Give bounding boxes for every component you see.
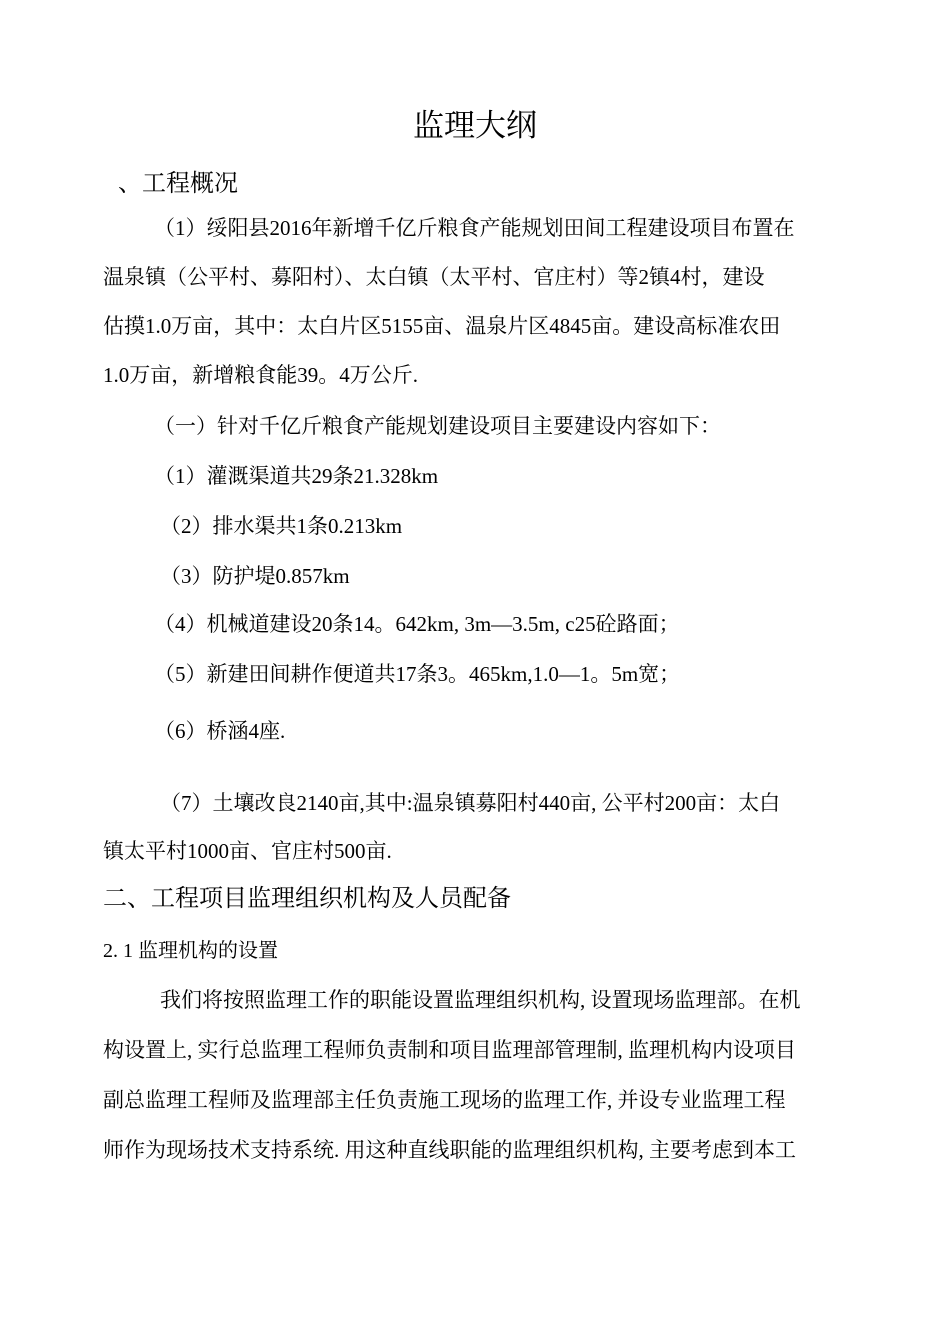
list-item: （5）新建田间耕作便道共17条3。465km,1.0—1。5m宽； bbox=[154, 662, 681, 686]
paragraph-line: 副总监理工程师及监理部主任负责施工现场的监理工作, 并设专业监理工程 bbox=[103, 1088, 786, 1112]
overview-line: 1.0万亩，新增粮食能39。4万公斤. bbox=[103, 363, 418, 387]
list-item: （1）灌溉渠道共29条21.328km bbox=[154, 464, 439, 488]
document-title: 监理大纲 bbox=[413, 108, 537, 143]
list-item: （4）机械道建设20条14。642km, 3m—3.5m, c25砼路面； bbox=[154, 612, 680, 636]
list-item: （6）桥涵4座. bbox=[154, 719, 286, 743]
paragraph-line: 构设置上, 实行总监理工程师负责制和项目监理部管理制, 监理机构内设项目 bbox=[103, 1038, 796, 1062]
content-intro: （一）针对千亿斤粮食产能规划建设项目主要建设内容如下： bbox=[154, 414, 721, 438]
section-1-heading: 、工程概况 bbox=[118, 171, 238, 197]
paragraph-line: 我们将按照监理工作的职能设置监理组织机构, 设置现场监理部。在机 bbox=[160, 988, 801, 1012]
overview-line: 温泉镇（公平村、募阳村）、太白镇（太平村、官庄村）等2镇4村，建设 bbox=[103, 265, 765, 289]
section-2-heading: 二、工程项目监理组织机构及人员配备 bbox=[103, 886, 511, 912]
subsection-heading: 2. 1 监理机构的设置 bbox=[103, 940, 278, 962]
overview-line: 估摸1.0万亩，其中：太白片区5155亩、温泉片区4845亩。建设高标准农田 bbox=[103, 314, 781, 338]
list-item: （2）排水渠共1条0.213km bbox=[160, 514, 403, 538]
list-item: （7）土壤改良2140亩,其中:温泉镇募阳村440亩, 公平村200亩：太白 bbox=[160, 791, 781, 815]
list-item: （3）防护堤0.857km bbox=[160, 564, 350, 588]
overview-line: （1）绥阳县2016年新增千亿斤粮食产能规划田间工程建设项目布置在 bbox=[154, 216, 795, 240]
list-item: 镇太平村1000亩、官庄村500亩. bbox=[103, 839, 392, 863]
paragraph-line: 师作为现场技术支持系统. 用这种直线职能的监理组织机构, 主要考虑到本工 bbox=[103, 1138, 796, 1162]
